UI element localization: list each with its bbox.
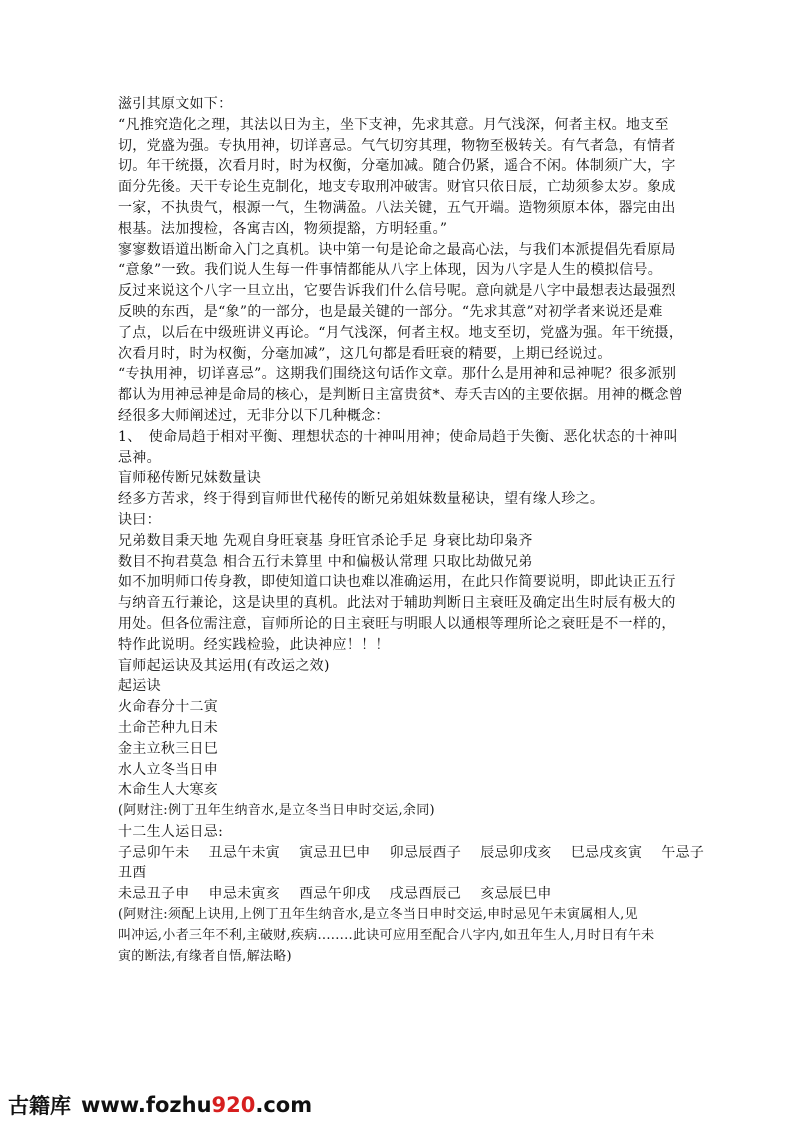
text-line: 一家，不执贵气，根源一气，生物满盈。八法关键，五气开端。造物须原本体，器完由出	[118, 199, 676, 216]
verse-line: 兄弟数目秉天地 先观自身旺衰基 身旺官杀论手足 身衰比劫印枭齐	[118, 532, 533, 549]
text-line: 都认为用神忌神是命局的核心，是判断日主富贵贫*、寿夭吉凶的主要依据。用神的概念曾	[118, 387, 683, 404]
text-line: 如不加明师口传身教，即使知道口诀也难以准确运用，在此只作简要说明，即此诀正五行	[118, 574, 676, 591]
document-body	[118, 94, 705, 967]
section-heading: 起运诀	[118, 678, 161, 695]
verse-line: 水人立冬当日申	[118, 761, 219, 778]
text-line: 根基。法加搜检，各寓吉凶，物须提豁，方明轻重。”	[118, 220, 448, 237]
verse-line: 木命生人大寒亥	[118, 782, 219, 799]
annotation-line: (阿财注:例丁丑年生纳音水,是立冬当日申时交运,余同)	[118, 803, 435, 819]
text-line: 经很多大师阐述过，无非分以下几种概念：	[118, 407, 390, 424]
site-url-suffix: .com	[255, 1093, 313, 1117]
text-line: 面分先後。天干专论生克制化，地支专取刑冲破害。财官只依日辰，亡劫须参太岁。象成	[118, 179, 676, 196]
section-heading: 盲师秘传断兄妹数量诀	[118, 470, 261, 487]
text-line: 经多方苦求，终于得到盲师世代秘传的断兄弟姐妹数量秘诀，望有缘人珍之。	[118, 491, 605, 508]
text-line: 反过来说这个八字一旦立出，它要告诉我们什么信号呢。意向就是八字中最想表达最强烈	[118, 283, 676, 300]
text-line: 了点，以后在中级班讲义再论。“月气浅深，何者主权。地支至切，党盛为强。年干统摄，	[118, 324, 684, 341]
site-name: 古籍库	[8, 1094, 71, 1118]
site-watermark	[8, 1088, 312, 1122]
site-url-digits: 920	[211, 1093, 256, 1117]
site-url-prefix: www.fozhu	[81, 1093, 212, 1117]
text-line: 寥寥数语道出断命入门之真机。诀中第一句是论命之最高心法，与我们本派提倡先看原局	[118, 241, 676, 258]
annotation-line: 叫冲运,小者三年不利,主破财,疾病........此诀可应用至配合八字内,如丑年生人,月时日有午未	[118, 927, 655, 943]
text-line: 反映的东西，是“象”的一部分，也是最关键的一部分。“先求其意”对初学者来说还是难	[118, 303, 663, 320]
text-line: 用处。但各位需注意，盲师所论的日主衰旺与明眼人以通根等理所论之衰旺是不一样的，	[118, 615, 676, 632]
verse-line: 数目不拘君莫急 相合五行未算里 中和偏极认常理 只取比劫做兄弟	[118, 553, 533, 570]
text-line: 与纳音五行兼论，这是诀里的真机。此法对于辅助判断日主衰旺及确定出生时辰有极大的	[118, 595, 676, 612]
text-line: “专执用神，切详喜忌”。这期我们围绕这句话作文章。那什么是用神和忌神呢？很多派别	[118, 366, 677, 383]
text-line: 诀曰：	[118, 511, 161, 528]
text-line: 1、 使命局趋于相对平衡、理想状态的十神叫用神；使命局趋于失衡、恶化状态的十神叫	[118, 428, 678, 445]
text-line: “意象”一致。我们说人生每一件事情都能从八字上体现，因为八字是人生的模拟信号。	[118, 262, 663, 279]
annotation-line: (阿财注:须配上诀用,上例丁丑年生纳音水,是立冬当日申时交运,申时忌见午未寅属相人,见	[118, 907, 638, 923]
text-line: 切。年干统摄，次看月时，时为权衡，分毫加减。随合仍紧，遥合不闲。体制须广大，字	[118, 158, 676, 175]
verse-line: 火命春分十二寅	[118, 699, 219, 716]
text-line: “凡推究造化之理，其法以日为主，坐下支神，先求其意。月气浅深，何者主权。地支至	[118, 116, 669, 133]
text-line: 未忌丑子申 申忌未寅亥 酉忌午卯戌 戌忌酉辰己 亥忌辰巳申	[118, 886, 552, 903]
text-line: 十二生人运日忌:	[118, 823, 224, 840]
section-heading: 盲师起运诀及其运用(有改运之效)	[118, 657, 330, 674]
text-line: 滋引其原文如下：	[118, 96, 233, 112]
verse-line: 金主立秋三日巳	[118, 740, 219, 757]
text-line: 次看月时，时为权衡，分毫加减”，这几句都是看旺衰的精要，上期已经说过。	[118, 345, 612, 362]
text-line: 忌神。	[118, 449, 161, 466]
text-line: 特作此说明。经实践检验，此诀神应！！！	[118, 636, 390, 653]
text-line: 丑酉	[118, 865, 147, 882]
annotation-line: 寅的断法,有缘者自悟,解法略)	[118, 948, 292, 964]
text-line: 切，党盛为强。专执用神，切详喜忌。气气切穷其理，物物至极转关。有气者急，有情者	[118, 137, 676, 154]
verse-line: 土命芒种九日未	[118, 719, 219, 736]
text-line: 子忌卯午未 丑忌午未寅 寅忌丑巳申 卯忌辰酉子 辰忌卯戌亥 巳忌戌亥寅 午忌子	[118, 844, 705, 861]
